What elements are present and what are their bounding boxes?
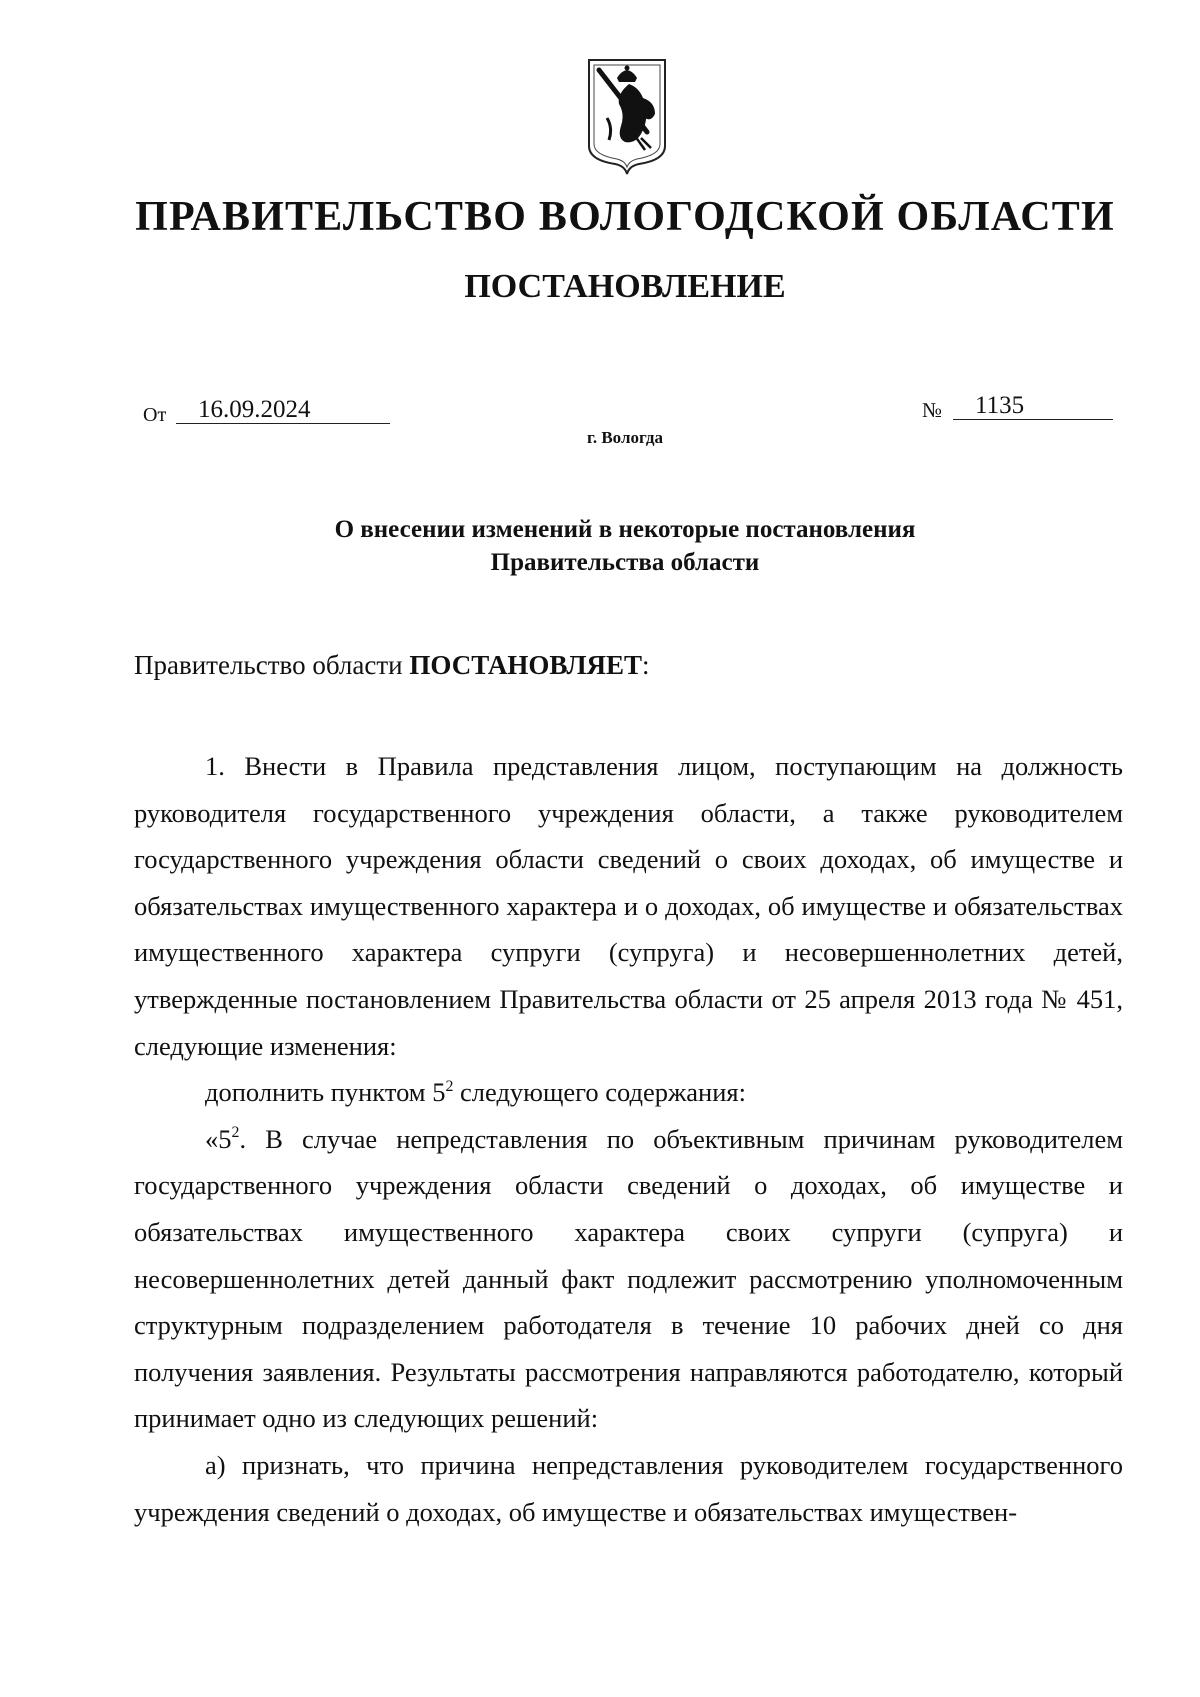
- number-label: №: [922, 398, 943, 422]
- preamble-text: Правительство области: [134, 650, 410, 680]
- preamble-colon: :: [641, 650, 650, 680]
- coat-of-arms-emblem: [585, 58, 669, 176]
- subject-line-1: О внесении изменений в некоторые постановления: [334, 516, 916, 543]
- government-title: ПРАВИТЕЛЬСТВО ВОЛОГОДСКОЙ ОБЛАСТИ: [135, 194, 1115, 240]
- document-date: 16.09.2024: [198, 396, 311, 423]
- subject-line-2: Правительства области: [490, 549, 760, 576]
- document-subject: [0, 513, 1200, 579]
- paragraph-3-text: «5: [205, 1123, 232, 1154]
- superscript: 2: [445, 1077, 454, 1095]
- preamble-resolves: ПОСТАНОВЛЯЕТ: [409, 650, 642, 680]
- paragraph-1: 1. Внести в Правила представления лицом, поступающим на должность руководителя государственного учреждения области, а также руководителем государственного учреждения области сведений о своих доходах, об имуществе и обязательствах имущественного характера и о доходах, об имуществе и обязательствах имущественного характера супруги (супруга) и несовершеннолетних детей, утвержденные постановлением Правительства области от 25 апреля 2013 года № 451, следующие изменения:: [134, 751, 1123, 1061]
- document-number: 1135: [975, 392, 1025, 419]
- document-body: [134, 743, 1123, 1535]
- preamble: [134, 650, 650, 681]
- paragraph-4: а) признать, что причина непредставления руководителем государственного учреждения сведений о доходах, об имуществе и обязательствах имуществен-: [134, 1449, 1123, 1527]
- paragraph-3: [134, 1116, 1123, 1442]
- document-type-title: ПОСТАНОВЛЕНИЕ: [464, 268, 786, 305]
- paragraph-3-text-end: . В случае непредставления по объективным причинам руководителем государственного учреждения области сведений о доходах, об имуществе и обязательствах имущественного характера своих супруги (супруга) и несовершеннолетних детей данный факт подлежит рассмотрению уполномоченным структурным подразделением работодателя в течение 10 рабочих дней со дня получения заявления. Результаты рассмотрения направляются работодателю, который принимает одно из следующих решений:: [134, 1123, 1123, 1434]
- paragraph-2-text-end: следующего содержания:: [453, 1077, 746, 1108]
- superscript: 2: [231, 1124, 240, 1142]
- paragraph-2: [134, 1069, 1123, 1116]
- date-label: От: [143, 404, 167, 426]
- paragraph-2-text: дополнить пунктом 5: [205, 1077, 446, 1108]
- city-label: г. Вологда: [587, 428, 663, 447]
